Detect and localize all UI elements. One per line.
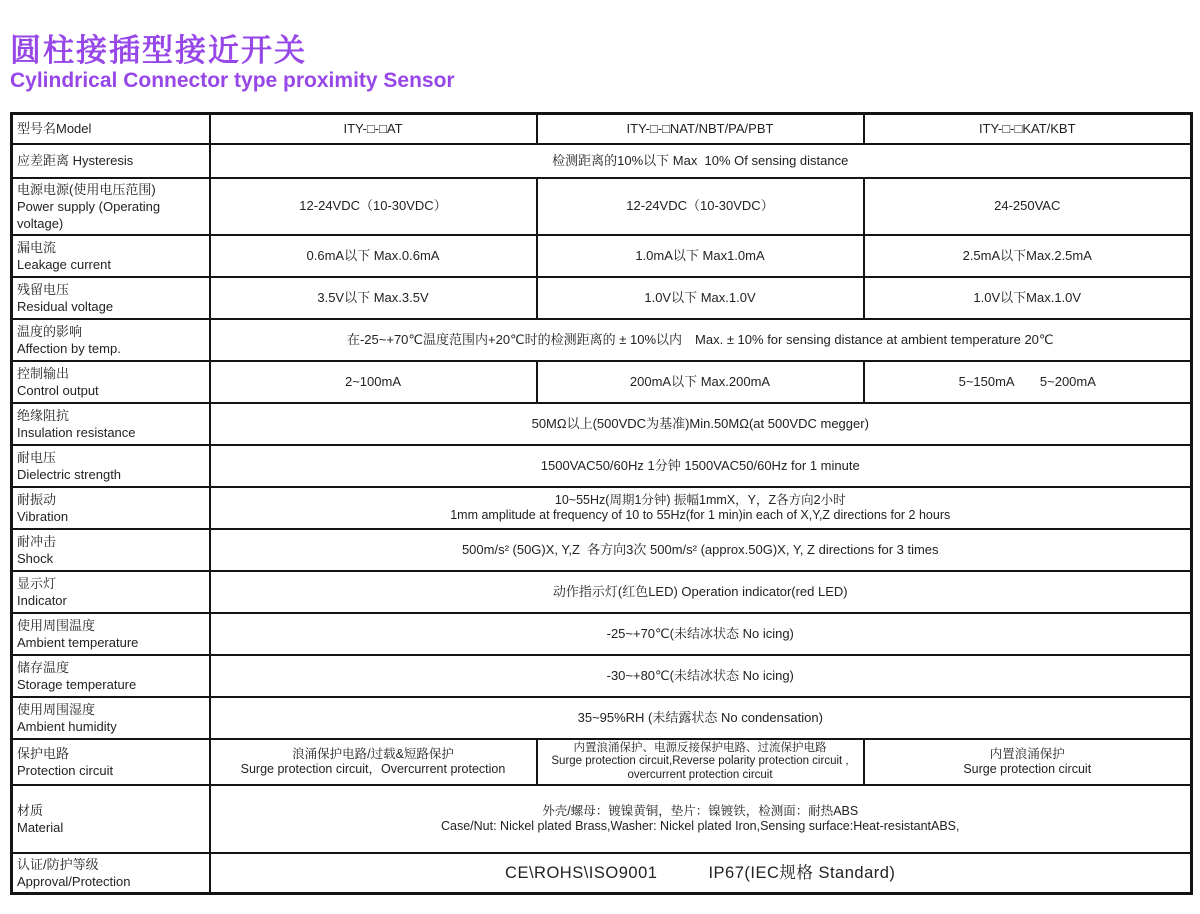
cell-material-0-line-1: Case/Nut: Nickel plated Brass,Washer: Nickel plated Iron,Sensing surface:Heat-resistantABS, [440,819,960,833]
row-label-indicator-line-0: 显示灯 [17,575,57,591]
row-label-material-line-1: Material [17,820,64,835]
row-label-model-line-0: 型号名Model [17,121,92,137]
row-label-residual-voltage [12,277,210,319]
cell-power-supply-2-line-0: 24-250VAC [994,198,1061,213]
cell-dielectric-strength-0-line-0: 1500VAC50/60Hz 1分钟 1500VAC50/60Hz for 1 minute [540,457,860,473]
row-label-vibration [12,487,210,529]
cell-indicator-0-line-0: 动作指示灯(红色LED) Operation indicator(red LED) [552,583,848,599]
row-label-indicator [12,571,210,613]
cell-ambient-temperature-0 [210,613,1192,655]
cell-shock-0-line-0: 500m/s² (50G)X, Y,Z 各方向3次 500m/s² (approx.50G)X, Y, Z directions for 3 times [461,541,939,557]
row-label-insulation-resistance-line-1: Insulation resistance [17,424,136,440]
table-row-leakage-current [12,235,1192,277]
table-row-temp-affection [12,319,1192,361]
row-label-power-supply-line-1: Power supply (Operating voltage) [17,198,161,231]
cell-ambient-humidity-0-line-0: 35~95%RH (未结露状态 No condensation) [577,709,823,725]
table-row-power-supply [12,178,1192,235]
row-label-protection-circuit [12,739,210,786]
cell-vibration-0 [210,487,1192,529]
row-label-dielectric-strength-line-1: Dielectric strength [17,466,122,482]
cell-power-supply-2 [864,178,1192,235]
cell-ambient-humidity-0 [210,697,1192,739]
page-title: 圆柱接插型接近开关 [10,33,307,68]
row-label-residual-voltage-line-0: 残留电压 [17,281,70,297]
cell-control-output-1-line-0: 200mA以下 Max.200mA [629,373,771,389]
cell-residual-voltage-2-line-0: 1.0V以下Max.1.0V [973,289,1082,305]
row-label-storage-temperature [12,655,210,697]
row-label-insulation-resistance-line-0: 绝缘阻抗 [17,407,70,423]
cell-power-supply-1 [537,178,864,235]
cell-control-output-0-line-0: 2~100mA [344,373,401,389]
spec-table [10,112,1193,895]
cell-vibration-0-line-1: 1mm amplitude at frequency of 10 to 55Hz(for 1 min)in each of X,Y,Z directions for 2 hours [450,507,951,522]
cell-residual-voltage-1-line-0: 1.0V以下 Max.1.0V [644,289,756,305]
cell-dielectric-strength-0 [210,445,1192,487]
cell-material-0-line-0: 外壳/螺母：镀镍黄铜，垫片：镍镀铁，检测面：耐热ABS [542,804,859,818]
cell-power-supply-0 [210,178,537,235]
cell-shock-0 [210,529,1192,571]
row-label-approval-protection [12,853,210,894]
cell-temp-affection-0 [210,319,1192,361]
page-subtitle: Cylindrical Connector type proximity Sensor [10,69,455,92]
page-title-block [10,33,455,93]
row-label-hysteresis [12,144,210,178]
row-label-hysteresis-line-0: 应差距离 Hysteresis [17,153,134,168]
row-label-ambient-temperature-line-0: 使用周围温度 [17,617,96,633]
row-label-protection-circuit-line-1: Protection circuit [17,762,114,778]
cell-protection-circuit-1-line-1: Surge protection circuit,Reverse polarity protection circuit , [551,755,849,767]
cell-approval-protection-0-line-0: CE\ROHS\ISO9001 IP67(IEC规格 Standard) [505,864,896,882]
cell-storage-temperature-0-line-0: -30~+80℃(未结冰状态 No icing) [606,667,794,683]
cell-power-supply-0-line-0: 12-24VDC（10-30VDC） [299,198,447,213]
row-label-model [12,114,210,144]
cell-storage-temperature-0 [210,655,1192,697]
row-label-dielectric-strength-line-0: 耐电压 [17,449,57,465]
cell-protection-circuit-1-line-0: 内置浪涌保护、电源反接保护电路、过流保护电路 [573,741,827,754]
row-label-ambient-temperature [12,613,210,655]
cell-leakage-current-1-line-0: 1.0mA以下 Max1.0mA [635,247,765,263]
cell-model-2 [864,114,1192,144]
row-label-indicator-line-1: Indicator [17,592,67,608]
cell-control-output-0 [210,361,537,403]
cell-leakage-current-2-line-0: 2.5mA以下Max.2.5mA [962,247,1092,263]
table-row-insulation-resistance [12,403,1192,445]
table-row-model [12,114,1192,144]
row-label-leakage-current-line-0: 漏电流 [17,239,57,255]
cell-leakage-current-0-line-0: 0.6mA以下 Max.0.6mA [306,247,440,263]
row-label-power-supply [12,178,210,235]
cell-control-output-1 [537,361,864,403]
row-label-protection-circuit-line-0: 保护电路 [17,745,70,761]
row-label-temp-affection-line-1: Affection by temp. [17,340,121,356]
cell-residual-voltage-1 [537,277,864,319]
cell-control-output-2-line-0: 5~150mA 5~200mA [958,373,1096,389]
row-label-material-line-0: 材质 [17,803,44,818]
row-label-temp-affection [12,319,210,361]
cell-hysteresis-0-line-0: 检测距离的10%以下 Max 10% Of sensing distance [552,152,849,168]
cell-ambient-temperature-0-line-0: -25~+70℃(未结冰状态 No icing) [606,625,794,641]
row-label-vibration-line-0: 耐振动 [17,491,57,507]
cell-protection-circuit-0 [210,739,537,786]
row-label-shock-line-1: Shock [17,550,54,566]
row-label-storage-temperature-line-0: 储存温度 [17,659,70,675]
cell-vibration-0-line-0: 10~55Hz(周期1分钟) 振幅1mmX，Y，Z各方向2小时 [554,492,846,507]
table-row-vibration [12,487,1192,529]
cell-model-0-line-0: ITY-□-□AT [343,120,403,136]
row-label-material [12,785,210,853]
cell-protection-circuit-0-line-0: 浪涌保护电路/过载&短路保护 [292,746,454,761]
row-label-residual-voltage-line-1: Residual voltage [17,298,114,314]
table-row-approval-protection [12,853,1192,894]
row-label-vibration-line-1: Vibration [17,508,69,524]
row-label-approval-protection-line-0: 认证/防护等级 [17,857,99,872]
cell-residual-voltage-0 [210,277,537,319]
spec-table-body [12,114,1192,894]
cell-model-0 [210,114,537,144]
cell-leakage-current-2 [864,235,1192,277]
cell-model-1 [537,114,864,144]
cell-residual-voltage-0-line-0: 3.5V以下 Max.3.5V [317,289,429,305]
cell-protection-circuit-2 [864,739,1192,786]
row-label-leakage-current [12,235,210,277]
row-label-storage-temperature-line-1: Storage temperature [17,676,137,692]
row-label-ambient-humidity-line-1: Ambient humidity [17,718,117,734]
cell-control-output-2 [864,361,1192,403]
cell-residual-voltage-2 [864,277,1192,319]
cell-hysteresis-0 [210,144,1192,178]
table-row-protection-circuit [12,739,1192,786]
row-label-temp-affection-line-0: 温度的影响 [17,323,83,339]
row-label-shock [12,529,210,571]
row-label-shock-line-0: 耐冲击 [17,533,57,549]
cell-protection-circuit-1 [537,739,864,786]
table-row-dielectric-strength [12,445,1192,487]
table-row-residual-voltage [12,277,1192,319]
row-label-insulation-resistance [12,403,210,445]
table-row-shock [12,529,1192,571]
cell-approval-protection-0 [210,853,1192,894]
table-row-storage-temperature [12,655,1192,697]
cell-protection-circuit-2-line-0: 内置浪涌保护 [989,746,1065,761]
table-row-ambient-temperature [12,613,1192,655]
table-row-indicator [12,571,1192,613]
cell-leakage-current-1 [537,235,864,277]
cell-temp-affection-0-line-0: 在-25~+70℃温度范围内+20℃时的检测距离的 ± 10%以内 Max. ± 10% for sensing distance at ambient temperature 20℃ [346,331,1054,347]
cell-insulation-resistance-0-line-0: 50MΩ以上(500VDC为基准)Min.50MΩ(at 500VDC megger) [531,415,869,431]
cell-model-1-line-0: ITY-□-□NAT/NBT/PA/PBT [626,120,774,136]
row-label-dielectric-strength [12,445,210,487]
cell-protection-circuit-0-line-1: Surge protection circuit，Overcurrent protection [240,761,506,776]
cell-material-0 [210,785,1192,853]
cell-protection-circuit-2-line-1: Surge protection circuit [963,761,1092,776]
table-row-ambient-humidity [12,697,1192,739]
cell-leakage-current-0 [210,235,537,277]
row-label-approval-protection-line-1: Approval/Protection [17,874,131,889]
row-label-leakage-current-line-1: Leakage current [17,256,111,272]
cell-model-2-line-0: ITY-□-□KAT/KBT [978,120,1076,136]
row-label-ambient-humidity [12,697,210,739]
row-label-control-output [12,361,210,403]
cell-indicator-0 [210,571,1192,613]
table-row-hysteresis [12,144,1192,178]
cell-insulation-resistance-0 [210,403,1192,445]
cell-power-supply-1-line-0: 12-24VDC（10-30VDC） [626,198,774,213]
table-row-control-output [12,361,1192,403]
table-row-material [12,785,1192,853]
row-label-ambient-humidity-line-0: 使用周围湿度 [17,701,96,717]
row-label-control-output-line-1: Control output [17,382,99,398]
row-label-control-output-line-0: 控制输出 [17,365,70,381]
row-label-ambient-temperature-line-1: Ambient temperature [17,634,139,650]
row-label-power-supply-line-0: 电源电源(使用电压范围) [17,181,156,197]
cell-protection-circuit-1-line-2: overcurrent protection circuit [627,768,773,781]
